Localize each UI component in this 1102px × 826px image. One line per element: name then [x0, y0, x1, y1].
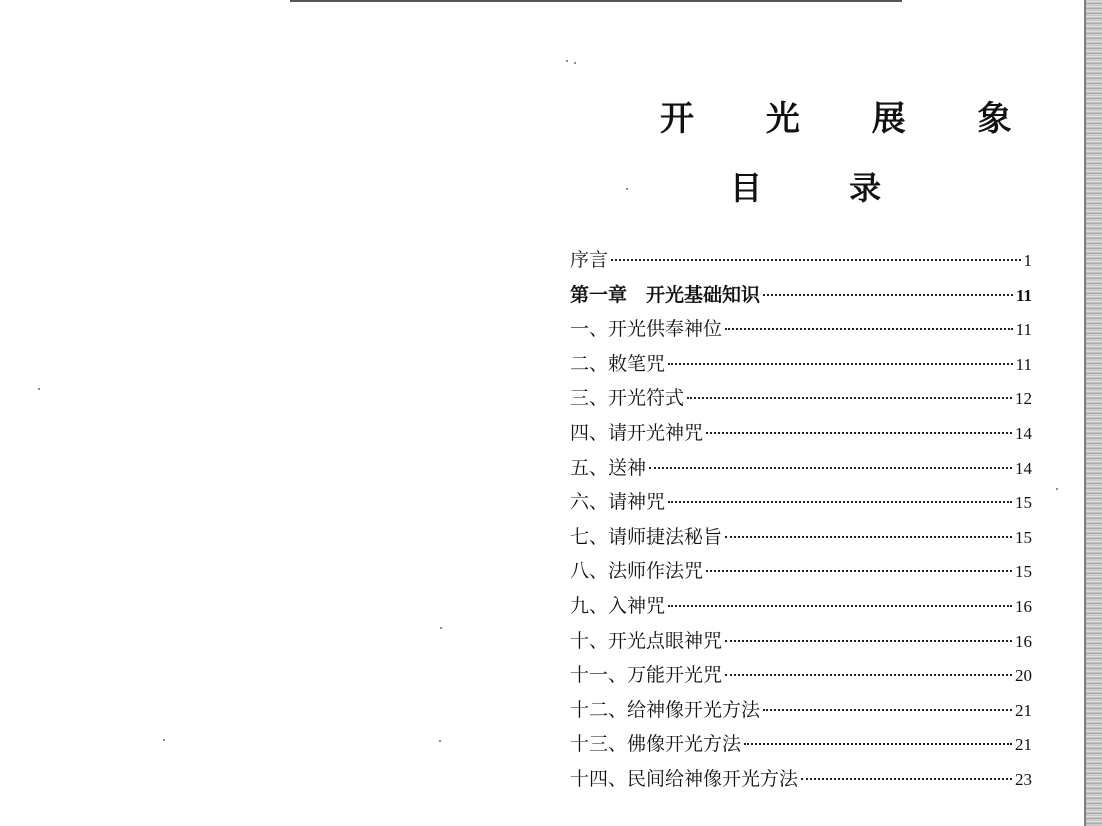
scan-speck — [440, 627, 442, 629]
toc-entry-page-number: 11 — [1015, 285, 1032, 305]
scanned-binding-edge — [1085, 0, 1102, 826]
toc-entry-page-number: 12 — [1015, 389, 1032, 409]
top-rule — [290, 0, 902, 2]
toc-entry-page-number: 15 — [1015, 493, 1032, 513]
toc-entry — [570, 589, 1032, 624]
toc-entry-label: 十二、给神像开光方法 — [570, 698, 761, 721]
toc-dot-leader — [649, 467, 1012, 469]
toc-dot-leader — [744, 743, 1012, 745]
toc-dot-leader — [706, 432, 1012, 434]
toc-entry-page-number: 23 — [1015, 769, 1032, 789]
toc-entry-label: 七、请师捷法秘旨 — [570, 525, 723, 548]
toc-entry-label: 八、法师作法咒 — [570, 560, 704, 583]
toc-entry-page-number: 14 — [1015, 458, 1032, 478]
toc-entry-page-number: 16 — [1015, 596, 1032, 616]
toc-entry — [570, 451, 1032, 486]
toc-entry — [570, 727, 1032, 762]
toc-chapter-entry — [570, 278, 1032, 313]
toc-dot-leader — [706, 570, 1012, 572]
toc-entry-page-number: 11 — [1015, 354, 1032, 374]
document-title: 开 光 展 象 — [660, 99, 1042, 139]
toc-entry-label: 十、开光点眼神咒 — [570, 629, 723, 652]
toc-entry — [570, 416, 1032, 451]
toc-entry-label: 六、请神咒 — [570, 491, 666, 514]
toc-entry-label: 五、送神 — [570, 456, 647, 479]
toc-entry — [570, 312, 1032, 347]
toc-entry-label: 九、入神咒 — [570, 594, 666, 617]
toc-entry-page-number: 11 — [1015, 320, 1032, 340]
toc-entry-label: 十一、万能开光咒 — [570, 664, 723, 687]
toc-entry-label: 第一章 开光基础知识 — [570, 283, 761, 306]
toc-entry — [570, 658, 1032, 693]
scan-speck — [1056, 488, 1058, 490]
toc-entry-page-number: 21 — [1015, 735, 1032, 755]
toc-dot-leader — [725, 536, 1012, 538]
toc-dot-leader — [725, 640, 1012, 642]
toc-entry — [570, 762, 1032, 797]
toc-dot-leader — [687, 397, 1012, 399]
toc-entry — [570, 381, 1032, 416]
toc-entry-label: 二、敕笔咒 — [570, 352, 666, 375]
toc-entry-page-number: 21 — [1015, 700, 1032, 720]
toc-dot-leader — [668, 605, 1012, 607]
toc-entry — [570, 347, 1032, 382]
toc-dot-leader — [763, 294, 1013, 296]
toc-heading: 目 录 — [730, 169, 920, 207]
toc-entry-page-number: 1 — [1023, 251, 1032, 270]
toc-dot-leader — [611, 259, 1020, 261]
scan-speck — [626, 188, 628, 190]
toc-entry-page-number: 14 — [1015, 423, 1032, 443]
toc-entry-label: 一、开光供奉神位 — [570, 318, 723, 341]
scan-speck — [439, 740, 441, 742]
table-of-contents — [570, 243, 1032, 797]
scan-speck — [163, 739, 165, 741]
toc-entry-page-number: 20 — [1015, 666, 1032, 686]
toc-entry-label: 十三、佛像开光方法 — [570, 733, 742, 756]
toc-entry — [570, 485, 1032, 520]
toc-dot-leader — [725, 674, 1012, 676]
toc-entry-label: 四、请开光神咒 — [570, 421, 704, 444]
toc-entry — [570, 520, 1032, 555]
toc-entry — [570, 243, 1032, 278]
toc-entry-label: 三、开光符式 — [570, 387, 685, 410]
toc-entry-page-number: 15 — [1015, 562, 1032, 582]
toc-entry-label: 十四、民间给神像开光方法 — [570, 767, 799, 790]
toc-entry-page-number: 15 — [1015, 527, 1032, 547]
scan-speck — [566, 60, 568, 62]
toc-dot-leader — [668, 363, 1013, 365]
toc-dot-leader — [668, 501, 1012, 503]
toc-dot-leader — [801, 778, 1012, 780]
scan-speck — [574, 62, 576, 64]
toc-dot-leader — [763, 709, 1012, 711]
toc-dot-leader — [725, 328, 1013, 330]
toc-entry — [570, 554, 1032, 589]
toc-entry-label: 序言 — [570, 249, 609, 271]
scan-speck — [38, 388, 40, 390]
toc-entry-page-number: 16 — [1015, 631, 1032, 651]
toc-entry — [570, 693, 1032, 728]
toc-entry — [570, 624, 1032, 659]
